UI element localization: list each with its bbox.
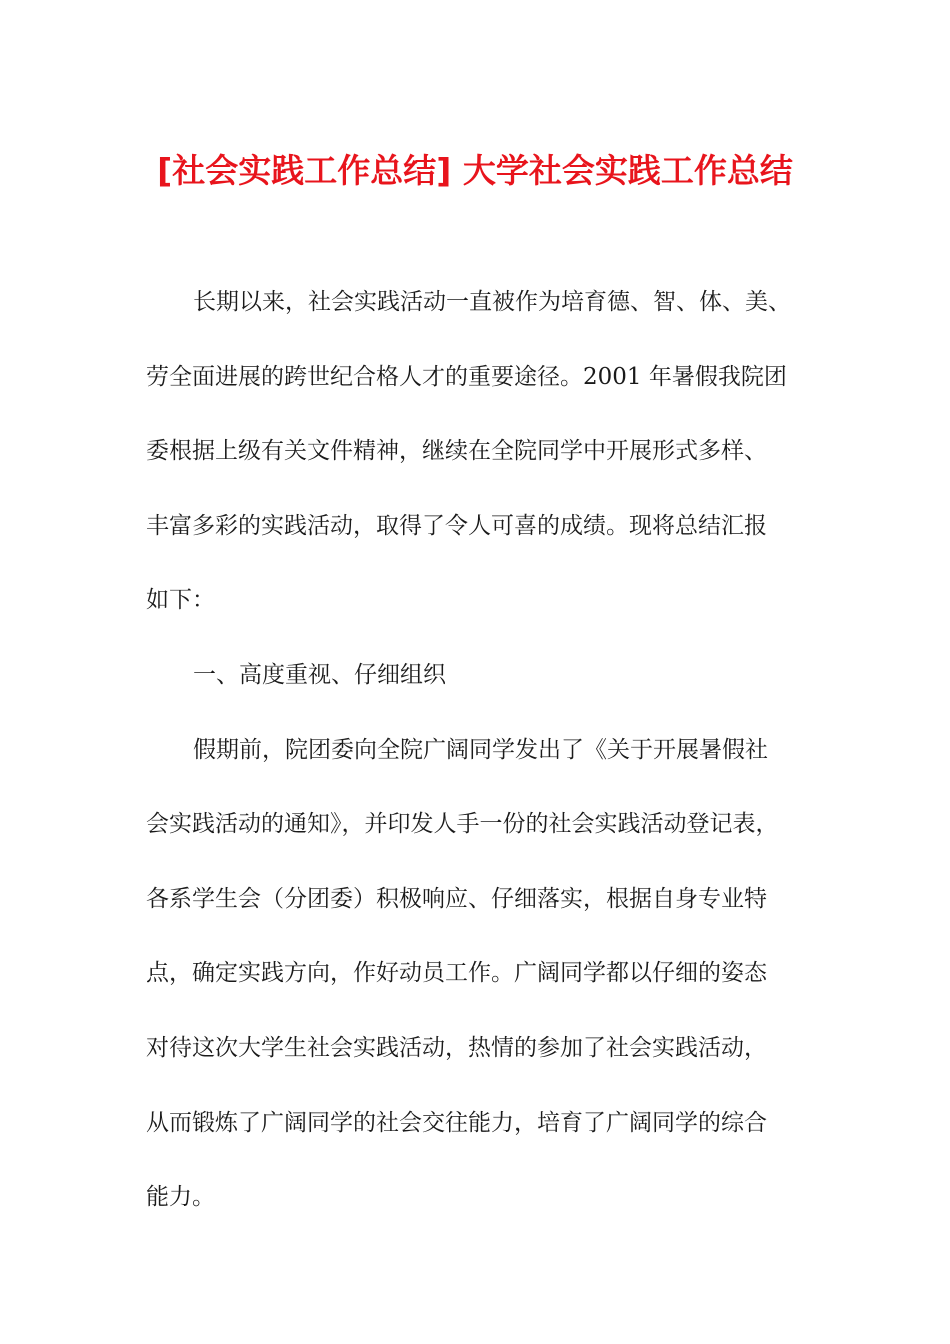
paragraph-line: 从而锻炼了广阔同学的社会交往能力，培育了广阔同学的综合 — [146, 1109, 767, 1136]
paragraph-line: 对待这次大学生社会实践活动，热情的参加了社会实践活动， — [146, 1034, 767, 1061]
paragraph-line: 丰富多彩的实践活动，取得了令人可喜的成绩。现将总结汇报 — [146, 512, 767, 539]
paragraph-line: 会实践活动的通知》，并印发人手一份的社会实践活动登记表， — [146, 811, 779, 838]
paragraph-line: 劳全面进展的跨世纪合格人才的重要途径。2001 年暑假我院团 — [146, 363, 787, 390]
document-body — [146, 282, 806, 1252]
paragraph-line: 各系学生会（分团委）积极响应、仔细落实，根据自身专业特 — [146, 885, 767, 912]
paragraph-line: 如下： — [146, 587, 215, 614]
document-title: [社会实践工作总结] 大学社会实践工作总结 — [157, 151, 793, 190]
paragraph-line: 长期以来，社会实践活动一直被作为培育德、智、体、美、 — [193, 289, 791, 315]
paragraph-line: 点，确定实践方向，作好动员工作。广阔同学都以仔细的姿态 — [146, 960, 767, 987]
section-heading: 一、高度重视、仔细组织 — [193, 661, 446, 688]
paragraph-line: 委根据上级有关文件精神，继续在全院同学中开展形式多样、 — [146, 438, 767, 465]
paragraph-line: 假期前，院团委向全院广阔同学发出了《关于开展暑假社 — [193, 736, 768, 763]
paragraph-line: 能力。 — [146, 1184, 215, 1211]
